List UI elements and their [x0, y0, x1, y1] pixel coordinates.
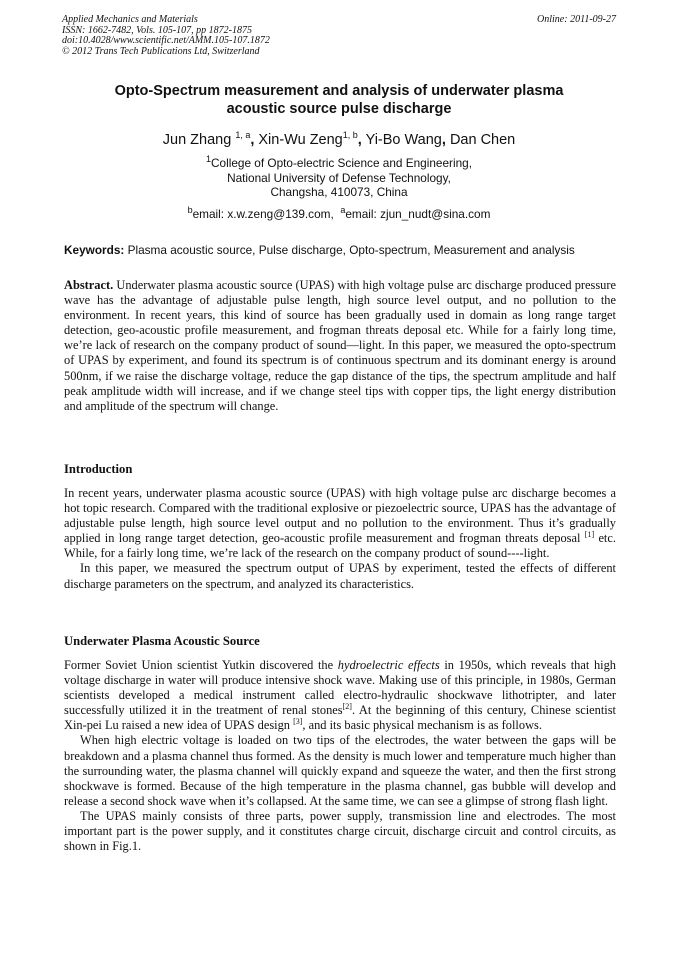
source-section-heading: Underwater Plasma Acoustic Source: [64, 634, 260, 648]
source-paragraph-3: The UPAS mainly consists of three parts, power supply, transmission line and electrodes. The most important part is the power supply, and it constitutes charge circuit, discharge circuit and control circuits, as shown in Fig.1.: [64, 808, 616, 854]
source-section-body: [64, 658, 616, 854]
citation-3: [3]: [293, 717, 303, 727]
copyright-line: © 2012 Trans Tech Publications Ltd, Switzerland: [62, 45, 260, 57]
affiliation-sup: 1: [205, 154, 211, 165]
intro-p1-text-b: etc. While, for a fairly long time, we’re lack of the research on the company product of sound----light.: [64, 531, 616, 561]
citation-2: [2]: [342, 702, 352, 712]
introduction-body: [64, 486, 616, 592]
source-paragraph-1: [64, 658, 616, 733]
affiliation-line-2: National University of Defense Technology,: [227, 170, 451, 185]
issn-line: ISSN: 1662-7482, Vols. 105-107, pp 1872-1875: [62, 24, 252, 36]
source-p1-emphasis: hydroelectric effects: [337, 658, 440, 672]
source-paragraph-2: When high electric voltage is loaded on two tips of the electrodes, the water between the gaps will be breakdown and a plasma channel thus formed. As the density is much lower and temperature much higher than the surrounding water, the plasma channel will quickly expand and squeeze the water, and then the first strong shockwave is formed. Because of the high temperature in the plasma channel, gas bubble will develop and release a second shock wave when it’s collapsed. At the same time, we can see a glimpse of strong flash light.: [64, 733, 616, 808]
keywords-label: Keywords:: [64, 243, 125, 257]
paper-title: [62, 82, 616, 118]
affiliation-line-1: College of Opto-electric Science and Engineering,: [211, 156, 472, 170]
journal-header: [62, 15, 616, 57]
online-date: Online: 2011-09-27: [537, 14, 616, 25]
citation-1: [1]: [584, 530, 595, 540]
intro-paragraph-1: [64, 486, 616, 561]
author-separator: ,: [250, 132, 255, 148]
keywords: [64, 243, 620, 258]
keywords-text: Plasma acoustic source, Pulse discharge, Opto-spectrum, Measurement and analysis: [127, 243, 575, 257]
doi-line: doi:10.4028/www.scientific.net/AMM.105-107.1872: [62, 35, 270, 46]
source-p1-text-b: in 1950s, which reveals that high voltage discharge in water will produce intensive shock wave. Making use of this principle, in 1980s, German scientists developed a medical instrument called electro-hydraulic shockwave lithotripter, and later successfully utilized it in the treatment of renal stones: [64, 658, 616, 718]
source-p1-text-a: Former Soviet Union scientist Yutkin discovered the: [64, 658, 334, 672]
author-3-name: Yi-Bo Wang: [365, 132, 442, 148]
abstract-text: Underwater plasma acoustic source (UPAS) with high voltage pulse arc discharge produced pressure wave has the advantage of adjustable pulse length, high source level output, and no pollution to the environment. In recent years, this kind of source has been gradually used in domain as long range target detection, geo-acoustic profile measurement, and frogman threats deposal etc. While for a fairly long time, we’re lack of research on the company product of sound—light. In this paper, we measured the opto-spectrum of UPAS by experiment, and found its spectrum is of continuous spectrum and its dominant energy is around 500nm, if we raise the discharge voltage, reduce the gap distance of the tips, the spectrum amplitude and half peak amplitude width will increase, and if we change steel tips with copper tips, the light energy distribution and amplitude of the spectrum will change.: [64, 278, 616, 413]
abstract-label: Abstract.: [64, 278, 114, 292]
affiliation-line-3: Changsha, 410073, China: [270, 185, 408, 200]
abstract: [64, 278, 616, 414]
email-a: email: zjun_nudt@sina.com: [345, 207, 491, 221]
introduction-heading: Introduction: [64, 462, 133, 476]
author-emails: [62, 207, 616, 222]
author-1-sup: 1, a: [235, 130, 251, 141]
journal-name: Applied Mechanics and Materials: [62, 14, 198, 25]
source-p1-text-c: . At the beginning of this century, Chinese scientist Xin-pei Lu raised a new idea of UPAS design: [64, 703, 616, 733]
author-separator: ,: [357, 132, 362, 148]
intro-p1-text-a: In recent years, underwater plasma acoustic source (UPAS) with high voltage pulse arc discharge becomes a hot topic research. Compared with the traditional explosive or piezoelectric source, UPAS has the advantage of adjustable pulse length, high source level output and no pollution to the environment. Thus it’s gradually applied in long range target detection, geo-acoustic profile measurement and frogman threats deposal: [64, 486, 616, 546]
author-4-name: Dan Chen: [449, 132, 516, 148]
affiliation: [62, 156, 616, 200]
author-2-sup: 1, b: [342, 130, 358, 141]
source-p1-text-d: , and its basic physical mechanism is as follows.: [302, 718, 542, 733]
title-line-2: acoustic source pulse discharge: [226, 101, 452, 117]
intro-paragraph-2: In this paper, we measured the spectrum output of UPAS by experiment, tested the effects of different discharge parameters on the spectrum, and analyzed its characteristics.: [64, 561, 616, 591]
email-b: email: x.w.zeng@139.com,: [192, 207, 334, 221]
author-separator: ,: [441, 132, 446, 148]
author-list: [62, 131, 616, 149]
email-b-sup: b: [187, 205, 193, 216]
author-2-name: Xin-Wu Zeng: [258, 132, 343, 148]
author-1-name: Jun Zhang: [162, 132, 232, 148]
title-line-1: Opto-Spectrum measurement and analysis of underwater plasma: [114, 83, 564, 99]
email-a-sup: a: [340, 205, 346, 216]
